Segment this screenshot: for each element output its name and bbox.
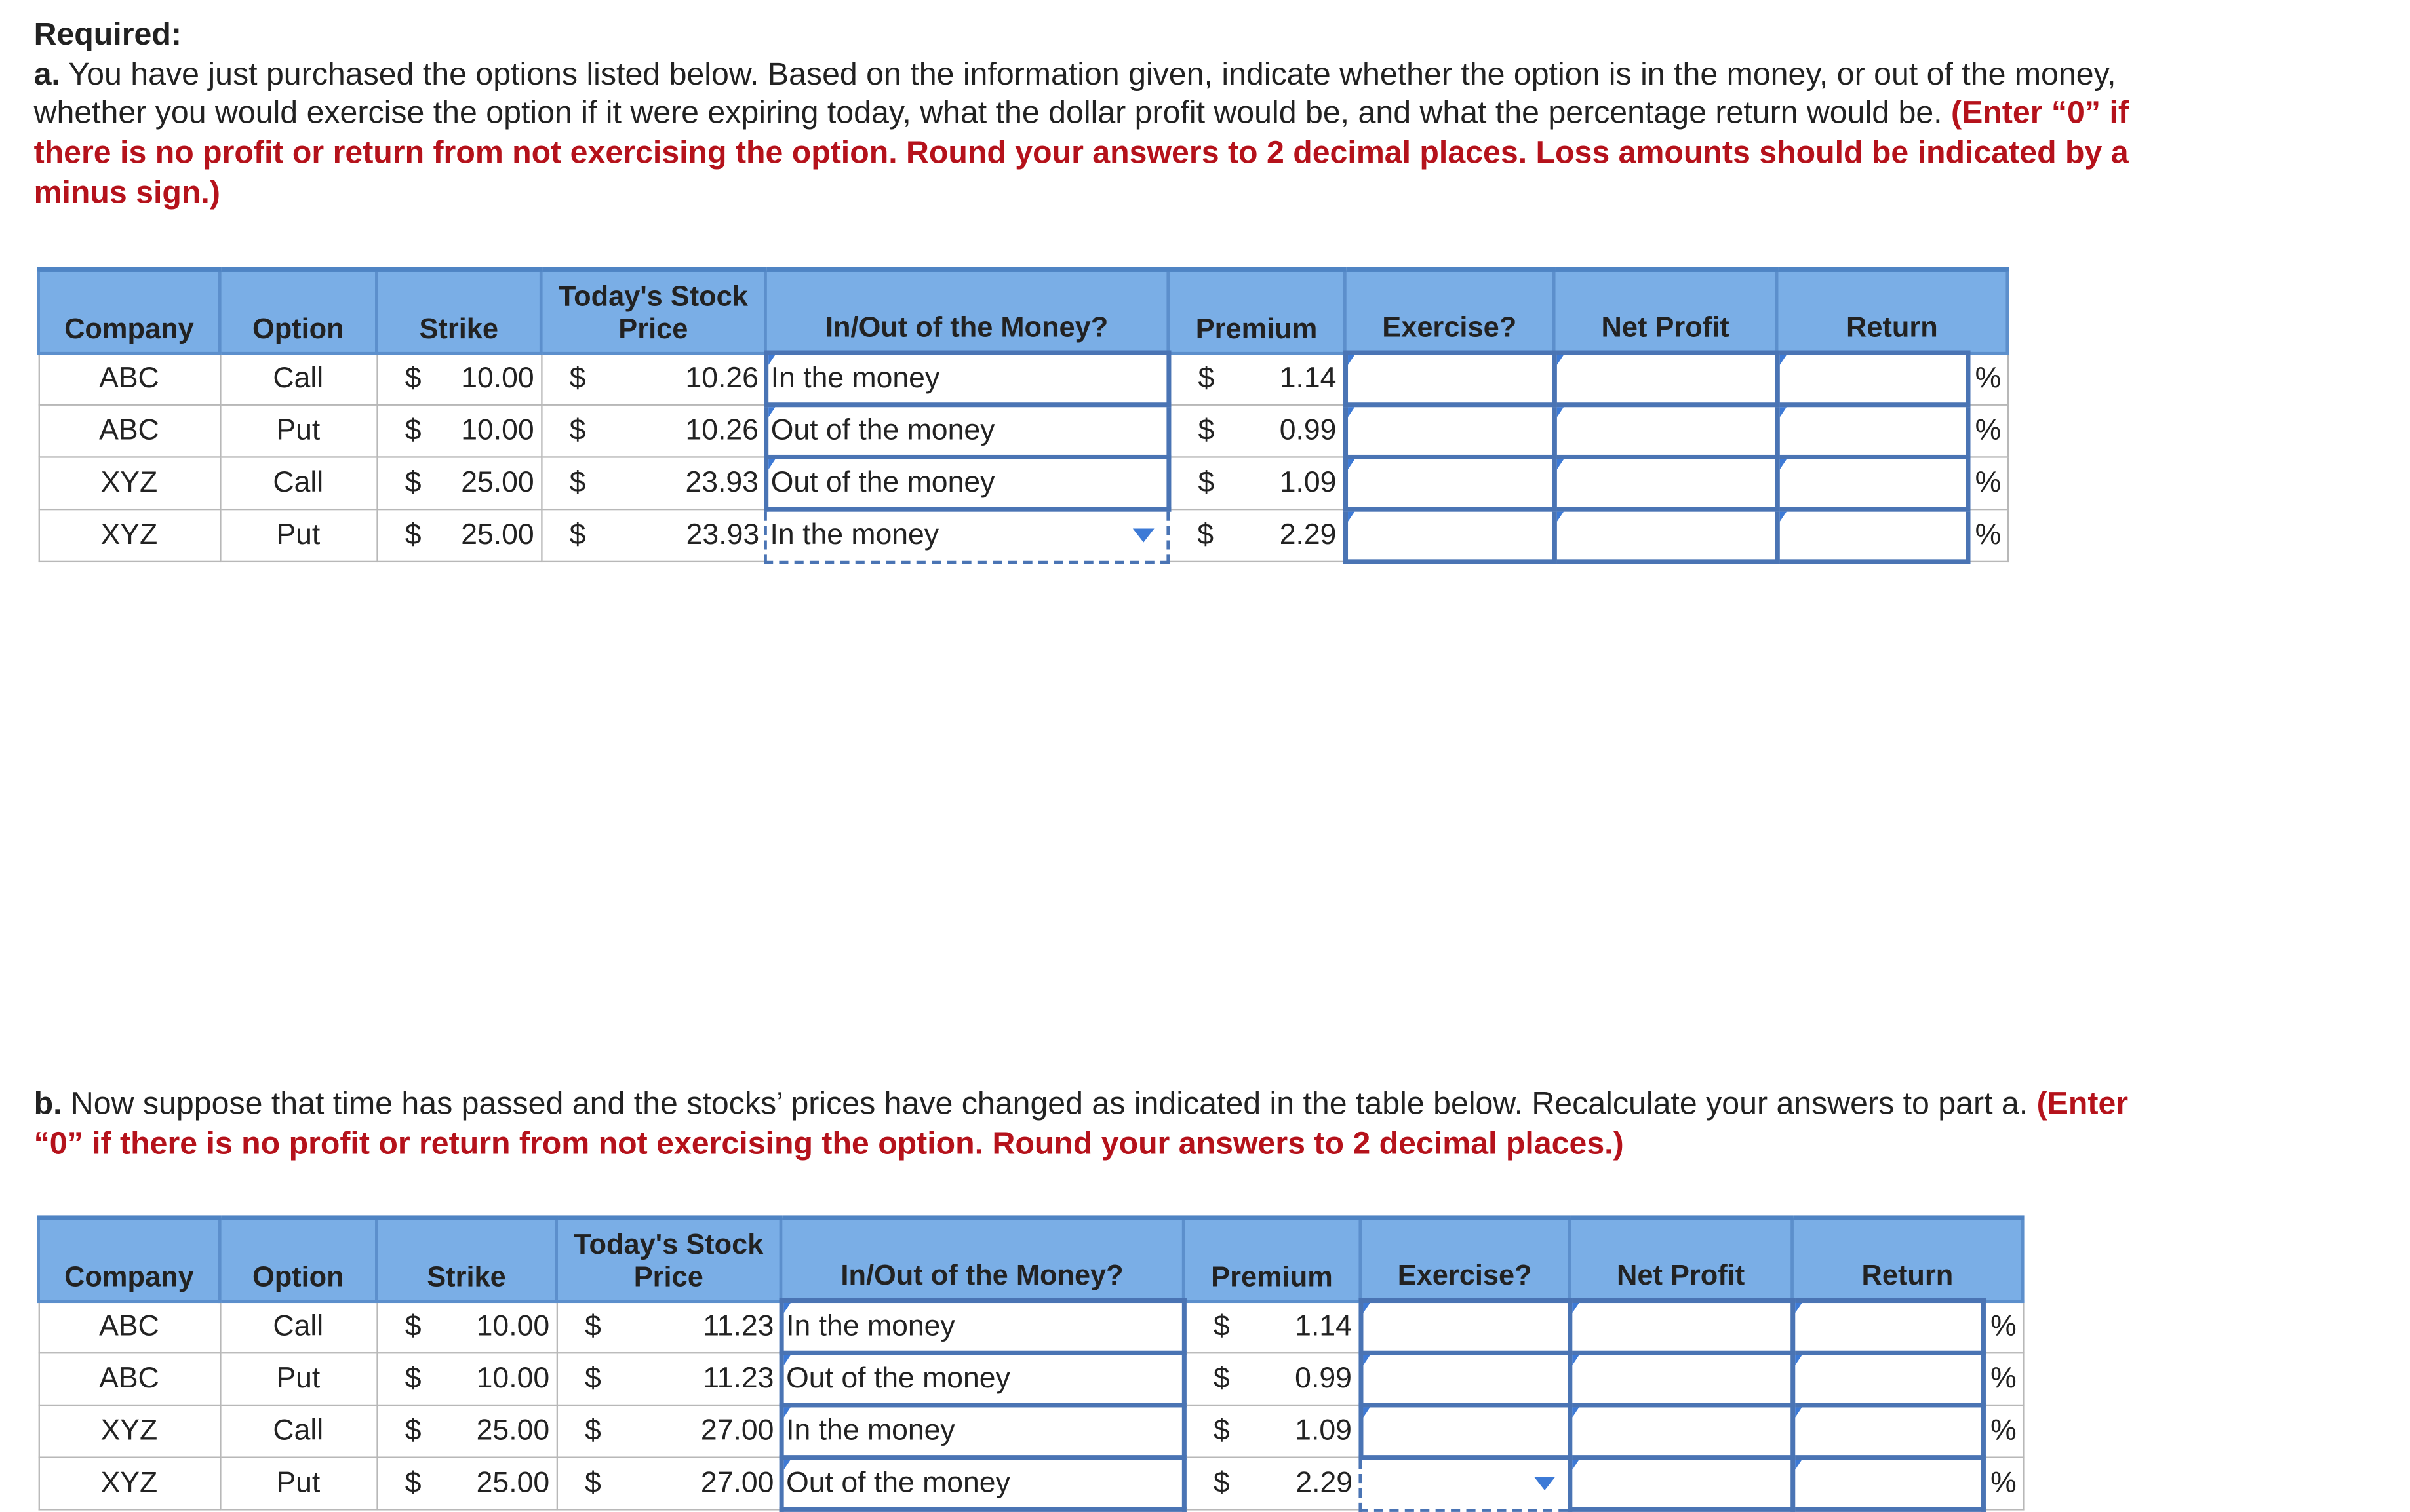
input-marker-icon	[781, 1458, 791, 1472]
part-a-text: You have just purchased the options listed below. Based on the information given, indicate whether the option is in the money, or out of the money, whether you would exercise the option if it were expiring today, what the dollar profit would be, and what the percentage return would be.	[33, 56, 2116, 132]
header-company: Company	[39, 1218, 220, 1301]
input-marker-icon	[1346, 406, 1355, 419]
option-cell: Call	[220, 353, 376, 405]
money-select-value: Out of the money	[786, 1467, 1010, 1500]
part-a-instruction: (Enter “0” if there is no profit or return from not exercising the option. Round your answers to 2 decimal places. Loss amounts should be indicated by a minus sign.)	[33, 96, 2129, 210]
input-marker-icon	[1793, 1302, 1802, 1315]
currency-symbol: $	[405, 414, 422, 448]
currency-symbol: $	[585, 1363, 601, 1395]
header-stock-price-line2: Price	[633, 1259, 703, 1292]
price-cell	[557, 1353, 781, 1405]
currency-symbol: $	[585, 1467, 601, 1500]
price-cell	[541, 509, 765, 562]
table-row	[39, 457, 2007, 509]
price-cell	[541, 405, 765, 457]
strike-cell	[376, 509, 541, 562]
currency-symbol: $	[405, 1467, 422, 1500]
net-profit-input[interactable]	[1554, 457, 1777, 509]
strike-value: 25.00	[476, 1467, 550, 1500]
money-select[interactable]	[781, 1353, 1183, 1405]
header-stock-price-line2: Price	[618, 311, 688, 343]
input-marker-icon	[1777, 353, 1787, 367]
table-row	[39, 1301, 2023, 1353]
money-select-value: Out of the money	[770, 467, 995, 499]
currency-symbol: $	[405, 1311, 422, 1344]
strike-value: 25.00	[461, 519, 534, 552]
dropdown-arrow-icon[interactable]	[1533, 1477, 1555, 1490]
net-profit-input[interactable]	[1554, 353, 1777, 405]
exercise-select[interactable]	[1360, 1353, 1570, 1405]
currency-symbol: $	[1198, 362, 1215, 396]
strike-value: 10.00	[461, 414, 534, 448]
option-cell: Call	[220, 1301, 376, 1353]
input-marker-icon	[1793, 1406, 1802, 1420]
company-cell: ABC	[39, 1301, 220, 1353]
premium-value: 0.99	[1279, 414, 1337, 448]
money-select[interactable]	[766, 457, 1168, 509]
table-row	[39, 1458, 2023, 1510]
currency-symbol: $	[1198, 414, 1215, 448]
money-select[interactable]	[766, 353, 1168, 405]
currency-symbol: $	[1197, 519, 1214, 552]
strike-value: 10.00	[461, 362, 534, 396]
input-marker-icon	[1346, 353, 1355, 367]
money-select[interactable]	[781, 1301, 1183, 1353]
price-value: 23.93	[685, 467, 759, 499]
exercise-select[interactable]	[1345, 509, 1554, 562]
header-company: Company	[39, 269, 220, 353]
dropdown-arrow-icon[interactable]	[1133, 528, 1155, 542]
premium-cell	[1168, 509, 1345, 562]
strike-cell	[376, 405, 541, 457]
input-marker-icon	[1554, 406, 1564, 419]
input-marker-icon	[1793, 1458, 1802, 1472]
input-marker-icon	[766, 406, 776, 419]
premium-cell	[1183, 1405, 1360, 1458]
input-marker-icon	[781, 1353, 791, 1367]
exercise-select[interactable]	[1345, 405, 1554, 457]
table-row	[39, 1353, 2023, 1405]
header-stock-price	[541, 269, 765, 353]
company-cell: ABC	[39, 405, 220, 457]
table-row	[39, 509, 2007, 562]
part-a-instructions	[34, 15, 2155, 212]
money-select-value: In the money	[786, 1310, 955, 1343]
money-select[interactable]	[781, 1405, 1183, 1458]
currency-symbol: $	[585, 1415, 601, 1448]
input-marker-icon	[781, 1302, 791, 1315]
currency-symbol: $	[569, 414, 586, 448]
company-cell: XYZ	[39, 1405, 220, 1458]
company-cell: XYZ	[39, 1458, 220, 1510]
header-return: Return	[1777, 269, 2007, 353]
strike-cell	[376, 1353, 556, 1405]
option-cell: Put	[220, 1353, 376, 1405]
currency-symbol: $	[405, 467, 422, 499]
currency-symbol: $	[1213, 1311, 1230, 1344]
percent-sign: %	[1967, 509, 2007, 562]
money-select-value: In the money	[770, 362, 940, 395]
currency-symbol: $	[405, 362, 422, 396]
exercise-select[interactable]	[1360, 1301, 1570, 1353]
price-value: 11.23	[703, 1311, 774, 1344]
exercise-select[interactable]	[1360, 1405, 1570, 1458]
strike-cell	[376, 1301, 556, 1353]
currency-symbol: $	[405, 1415, 422, 1448]
currency-symbol: $	[569, 362, 586, 396]
input-marker-icon	[1346, 458, 1355, 472]
currency-symbol: $	[585, 1311, 601, 1344]
premium-value: 2.29	[1279, 519, 1337, 552]
price-cell	[541, 457, 765, 509]
strike-value: 10.00	[476, 1311, 550, 1344]
input-marker-icon	[781, 1406, 791, 1420]
net-profit-input[interactable]	[1554, 509, 1777, 562]
net-profit-input[interactable]	[1570, 1405, 1792, 1458]
strike-value: 25.00	[461, 467, 534, 499]
table-b-header-row	[39, 1218, 2023, 1301]
price-value: 10.26	[685, 362, 759, 396]
price-cell	[541, 353, 765, 405]
currency-symbol: $	[569, 519, 586, 552]
header-premium: Premium	[1183, 1218, 1360, 1301]
money-select-focused[interactable]	[766, 509, 1168, 562]
money-select[interactable]	[781, 1458, 1183, 1510]
percent-sign: %	[1983, 1405, 2023, 1458]
percent-sign: %	[1983, 1458, 2023, 1510]
part-b-label: b.	[33, 1086, 62, 1122]
premium-value: 1.14	[1295, 1311, 1352, 1344]
price-value: 27.00	[700, 1415, 774, 1448]
currency-symbol: $	[1198, 467, 1215, 499]
premium-cell	[1168, 405, 1345, 457]
price-value: 27.00	[700, 1467, 774, 1500]
input-marker-icon	[1570, 1353, 1579, 1367]
input-marker-icon	[1361, 1406, 1370, 1420]
strike-value: 10.00	[476, 1363, 550, 1395]
options-table-a	[37, 267, 2009, 564]
money-select-value: In the money	[786, 1415, 955, 1448]
option-cell: Call	[220, 457, 376, 509]
price-value: 10.26	[685, 414, 759, 448]
money-select-value: Out of the money	[770, 414, 995, 448]
part-a-label: a.	[33, 56, 60, 92]
table-a-container	[37, 267, 2009, 564]
option-cell: Put	[220, 405, 376, 457]
part-b-instructions	[34, 1085, 2155, 1164]
table-row	[39, 405, 2007, 457]
header-exercise: Exercise?	[1345, 269, 1554, 353]
required-heading: Required:	[33, 16, 182, 52]
header-net-profit: Net Profit	[1570, 1218, 1792, 1301]
input-marker-icon	[766, 458, 776, 472]
input-marker-icon	[1554, 510, 1564, 524]
header-exercise: Exercise?	[1360, 1218, 1570, 1301]
exercise-select[interactable]	[1345, 457, 1554, 509]
percent-sign: %	[1967, 457, 2007, 509]
input-marker-icon	[1570, 1302, 1579, 1315]
input-marker-icon	[1361, 1302, 1370, 1315]
header-option: Option	[220, 269, 376, 353]
return-input[interactable]	[1792, 1353, 1983, 1405]
currency-symbol: $	[1213, 1415, 1230, 1448]
header-money: In/Out of the Money?	[781, 1218, 1183, 1301]
money-select[interactable]	[766, 405, 1168, 457]
price-cell	[557, 1405, 781, 1458]
table-b-container	[37, 1215, 2024, 1511]
input-marker-icon	[1554, 353, 1564, 367]
premium-cell	[1168, 353, 1345, 405]
header-stock-price-line1: Today's Stock	[574, 1226, 764, 1260]
currency-symbol: $	[569, 467, 586, 499]
input-marker-icon	[1777, 406, 1787, 419]
premium-value: 0.99	[1295, 1363, 1352, 1395]
input-marker-icon	[1346, 510, 1355, 524]
header-option: Option	[220, 1218, 376, 1301]
premium-cell	[1183, 1301, 1360, 1353]
strike-value: 25.00	[476, 1415, 550, 1448]
net-profit-input[interactable]	[1570, 1458, 1792, 1510]
premium-cell	[1183, 1458, 1360, 1510]
input-marker-icon	[1361, 1353, 1370, 1367]
price-cell	[557, 1301, 781, 1353]
currency-symbol: $	[1213, 1467, 1230, 1500]
return-input[interactable]	[1777, 405, 1967, 457]
input-marker-icon	[1554, 458, 1564, 472]
header-net-profit: Net Profit	[1554, 269, 1777, 353]
price-value: 23.93	[686, 519, 760, 552]
option-cell: Put	[220, 509, 376, 562]
currency-symbol: $	[405, 519, 422, 552]
header-return: Return	[1792, 1218, 2023, 1301]
premium-cell	[1168, 457, 1345, 509]
return-input[interactable]	[1777, 457, 1967, 509]
exercise-select-focused[interactable]	[1360, 1458, 1570, 1510]
header-stock-price-line1: Today's Stock	[558, 279, 748, 311]
header-premium: Premium	[1168, 269, 1345, 353]
strike-cell	[376, 1458, 556, 1510]
company-cell: ABC	[39, 1353, 220, 1405]
net-profit-input[interactable]	[1570, 1353, 1792, 1405]
table-row	[39, 353, 2007, 405]
header-strike: Strike	[376, 269, 541, 353]
company-cell: XYZ	[39, 457, 220, 509]
net-profit-input[interactable]	[1570, 1301, 1792, 1353]
input-marker-icon	[766, 353, 776, 367]
input-marker-icon	[1777, 510, 1787, 524]
strike-cell	[376, 353, 541, 405]
price-value: 11.23	[703, 1363, 774, 1395]
company-cell: ABC	[39, 353, 220, 405]
currency-symbol: $	[405, 1363, 422, 1395]
premium-value: 1.14	[1279, 362, 1337, 396]
company-cell: XYZ	[39, 509, 220, 562]
money-select-value: Out of the money	[786, 1363, 1010, 1395]
input-marker-icon	[1777, 458, 1787, 472]
part-b-text: Now suppose that time has passed and the stocks’ prices have changed as indicated in the table below. Recalculate your answers to part a.	[62, 1086, 2037, 1122]
input-marker-icon	[1793, 1353, 1802, 1367]
premium-value: 1.09	[1295, 1415, 1352, 1448]
return-input[interactable]	[1777, 509, 1967, 562]
percent-sign: %	[1967, 405, 2007, 457]
input-marker-icon	[1570, 1406, 1579, 1420]
strike-cell	[376, 457, 541, 509]
option-cell: Call	[220, 1405, 376, 1458]
option-cell: Put	[220, 1458, 376, 1510]
premium-value: 2.29	[1295, 1467, 1353, 1500]
premium-value: 1.09	[1279, 467, 1337, 499]
percent-sign: %	[1983, 1353, 2023, 1405]
options-table-b	[37, 1215, 2024, 1511]
part-b-instruction: (Enter “0” if there is no profit or return from not exercising the option. Round your answers to 2 decimal places.)	[33, 1086, 2129, 1161]
return-input[interactable]	[1792, 1458, 1983, 1510]
premium-cell	[1183, 1353, 1360, 1405]
money-select-value: In the money	[770, 519, 939, 552]
percent-sign: %	[1967, 353, 2007, 405]
exercise-select[interactable]	[1345, 353, 1554, 405]
table-a-header-row	[39, 269, 2007, 353]
return-input[interactable]	[1792, 1301, 1983, 1353]
strike-cell	[376, 1405, 556, 1458]
currency-symbol: $	[1213, 1363, 1230, 1395]
percent-sign: %	[1983, 1301, 2023, 1353]
header-strike: Strike	[376, 1218, 556, 1301]
table-row	[39, 1405, 2023, 1458]
header-stock-price	[557, 1218, 781, 1301]
input-marker-icon	[1570, 1458, 1579, 1472]
return-input[interactable]	[1792, 1405, 1983, 1458]
return-input[interactable]	[1777, 353, 1967, 405]
price-cell	[557, 1458, 781, 1510]
header-money: In/Out of the Money?	[766, 269, 1168, 353]
net-profit-input[interactable]	[1554, 405, 1777, 457]
